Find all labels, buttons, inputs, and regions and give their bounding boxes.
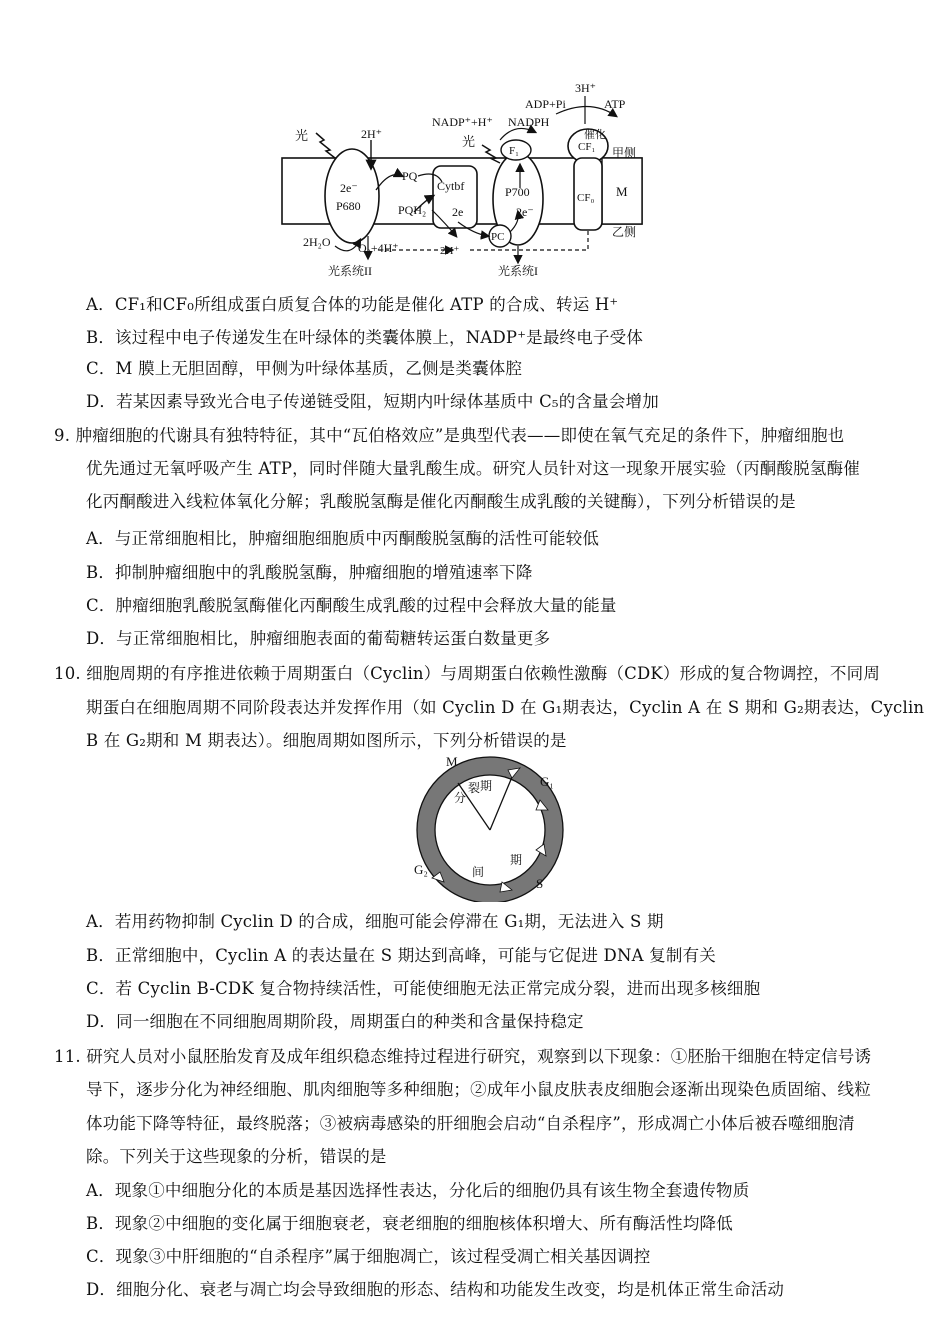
o2-label: O₂+4H⁺ — [358, 241, 399, 255]
cycle-qi1-label: 期 — [480, 779, 493, 793]
h3-label: 3H⁺ — [575, 81, 596, 95]
q9-option-d: D．与正常细胞相比，肿瘤细胞表面的葡萄糖转运蛋白数量更多 — [86, 629, 551, 648]
atp-label: ATP — [604, 97, 626, 111]
h2minus-label: 2H⁺ — [440, 245, 460, 257]
q10-option-a: A．若用药物抑制 Cyclin D 的合成，细胞可能会停滞在 G₁期，无法进入 S 期 — [86, 912, 664, 931]
q10-option-b: B．正常细胞中，Cyclin A 的表达量在 S 期达到高峰，可能与它促进 DNA 复制有关 — [86, 946, 716, 965]
cycle-m-label: M — [446, 754, 458, 769]
cycle-g2-label: G₂ — [414, 862, 428, 877]
e2-left-label: 2e⁻ — [340, 181, 358, 195]
light-label-2: 光 — [462, 134, 476, 149]
q11-option-c: C．现象③中肝细胞的“自杀程序”属于细胞凋亡，该过程受凋亡相关基因调控 — [86, 1247, 651, 1266]
cycle-jian-label: 间 — [472, 865, 485, 879]
q9-option-b: B．抑制肿瘤细胞中的乳酸脱氢酶，肿瘤细胞的增殖速率下降 — [86, 563, 533, 582]
pc-label: PC — [491, 231, 505, 243]
q11-option-d: D．细胞分化、衰老与凋亡均会导致细胞的形态、结构和功能发生改变，均是机体正常生命活动 — [86, 1280, 785, 1299]
cf0-label: CF₀ — [577, 192, 595, 204]
photosynthesis-diagram — [0, 0, 950, 290]
q9-option-c: C．肿瘤细胞乳酸脱氢酶催化丙酮酸生成乳酸的过程中会释放大量的能量 — [86, 596, 617, 615]
q9-stem-3: 化丙酮酸进入线粒体氧化分解；乳酸脱氢酶是催化丙酮酸生成乳酸的关键酶），下列分析错误的是 — [86, 492, 796, 511]
light-bolt-icon — [316, 133, 335, 158]
pq-label: PQ — [402, 169, 418, 183]
q8-option-b: B．该过程中电子传递发生在叶绿体的类囊体膜上，NADP⁺是最终电子受体 — [86, 328, 644, 347]
f1-label: F₁ — [509, 145, 519, 157]
cell-cycle-diagram — [400, 752, 580, 902]
q8-option-c: C．M 膜上无胆固醇，甲侧为叶绿体基质，乙侧是类囊体腔 — [86, 359, 523, 378]
q9-stem-2: 优先通过无氧呼吸产生 ATP，同时伴随大量乳酸生成。研究人员针对这一现象开展实验（丙酮酸脱氢酶催 — [86, 459, 860, 478]
q11-option-a: A．现象①中细胞分化的本质是基因选择性表达，分化后的细胞仍具有该生物全套遗传物质 — [86, 1181, 750, 1200]
cycle-fen-label: 分 — [454, 791, 467, 805]
q10-option-d: D．同一细胞在不同细胞周期阶段，周期蛋白的种类和含量保持稳定 — [86, 1012, 584, 1031]
q10-option-c: C．若 Cyclin B-CDK 复合物持续活性，可能使细胞无法正常完成分裂，进而出现多核细胞 — [86, 979, 761, 998]
water-label: 2H₂O — [303, 235, 331, 249]
cf1-label: CF₁ — [578, 141, 596, 153]
ps1-label: 光系统I — [498, 264, 538, 278]
cycle-g1-label: G₁ — [540, 774, 554, 789]
pqh2-label: PQH₂ — [398, 203, 427, 217]
cycle-lie-label: 裂 — [468, 781, 481, 795]
nadp-label: NADP⁺+H⁺ — [432, 115, 493, 129]
q11-stem-4: 除。下列关于这些现象的分析，错误的是 — [86, 1147, 387, 1166]
p700-label: P700 — [505, 185, 530, 199]
q11-stem-2: 导下，逐步分化为神经细胞、肌肉细胞等多种细胞；②成年小鼠皮肤表皮细胞会逐渐出现染色质固缩、线粒 — [86, 1080, 871, 1099]
m-label: M — [616, 184, 628, 199]
q10-stem-1: 10. 细胞周期的有序推进依赖于周期蛋白（Cyclin）与周期蛋白依赖性激酶（CDK）形成的复合物调控，不同周 — [54, 664, 881, 683]
q10-stem-2: 期蛋白在细胞周期不同阶段表达并发挥作用（如 Cyclin D 在 G₁期表达，Cyclin A 在 S 期和 G₂期表达，Cyclin — [86, 698, 925, 717]
ps2-label: 光系统II — [328, 264, 372, 278]
adp-label: ADP+Pi — [525, 97, 566, 111]
cytbf-label: Cytbf — [437, 179, 465, 193]
cycle-qi2-label: 期 — [510, 853, 523, 867]
e2-right-label: 2e⁻ — [516, 205, 534, 219]
h2plus-label: 2H⁺ — [361, 127, 382, 141]
jiace-label: 甲侧 — [612, 146, 637, 160]
q11-stem-1: 11. 研究人员对小鼠胚胎发育及成年组织稳态维持过程进行研究，观察到以下现象：①胚胎干细胞在特定信号诱 — [54, 1047, 872, 1066]
light-label-1: 光 — [295, 128, 309, 143]
cycle-s-label: S — [536, 876, 544, 891]
q8-option-d: D．若某因素导致光合电子传递链受阻，短期内叶绿体基质中 C₅的含量会增加 — [86, 392, 659, 411]
q11-stem-3: 体功能下降等特征，最终脱落；③被病毒感染的肝细胞会启动“自杀程序”，形成凋亡小体后被吞噬细胞清 — [86, 1114, 855, 1133]
p680-label: P680 — [336, 199, 361, 213]
q10-stem-3: B 在 G₂期和 M 期表达）。细胞周期如图所示，下列分析错误的是 — [86, 731, 567, 750]
nadph-label: NADPH — [508, 115, 550, 129]
q9-option-a: A．与正常细胞相比，肿瘤细胞细胞质中丙酮酸脱氢酶的活性可能较低 — [86, 529, 600, 548]
e2-mid-label: 2e — [452, 205, 464, 219]
q8-option-a: A．CF₁和CF₀所组成蛋白质复合体的功能是催化 ATP 的合成、转运 H⁺ — [86, 295, 619, 314]
cuihua-label: 催化 — [584, 129, 606, 141]
q9-stem-1: 9. 肿瘤细胞的代谢具有独特特征，其中“瓦伯格效应”是典型代表——即使在氧气充足的条件下，肿瘤细胞也 — [54, 426, 845, 445]
yice-label: 乙侧 — [612, 225, 637, 239]
q11-option-b: B．现象②中细胞的变化属于细胞衰老，衰老细胞的细胞核体积增大、所有酶活性均降低 — [86, 1214, 733, 1233]
